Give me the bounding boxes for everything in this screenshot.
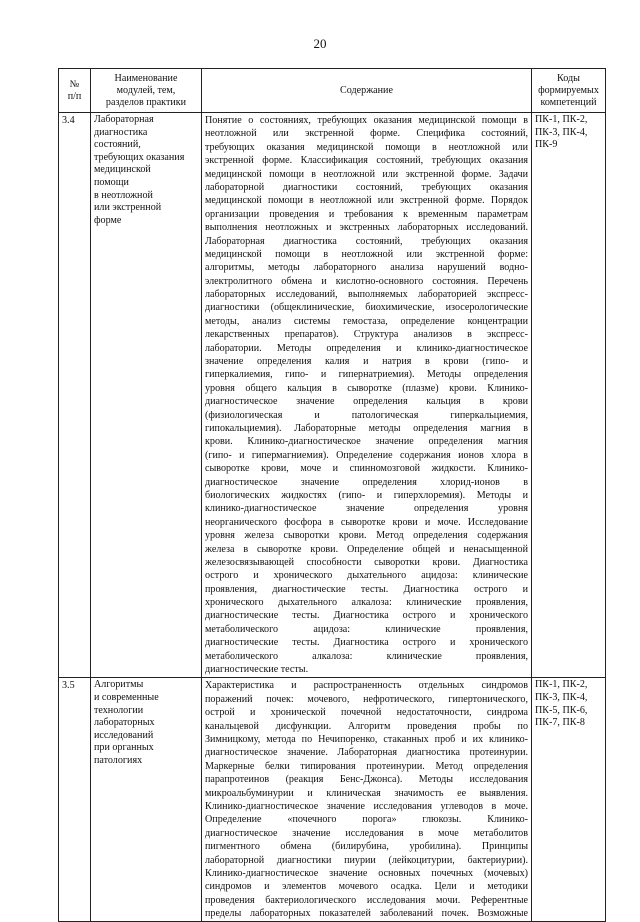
competency-code-line: ПК-5, ПК-6, (535, 704, 588, 716)
content-line: методы, анализ системы гемостаза, определение концентрации (205, 315, 528, 327)
content-line: лабораторных исследований, выполняемых лабораторией экспресс- (205, 289, 528, 301)
content-line: пределы лабораторных показателей заболеваний почек. Возможные (205, 908, 528, 920)
content-line: парапротеинов (реакция Бенс-Джонса). Методы исследования (205, 774, 528, 786)
module-name-line: лабораторных (94, 717, 155, 729)
competency-code-line: ПК-3, ПК-4, (535, 126, 588, 138)
content-line: Определение «почечного порога» глюкозы. Клинико- (205, 814, 528, 826)
content-line: Характеристика и распространенность отдельных синдромов (205, 680, 528, 692)
content-line: канальцевой дисфункции. Алгоритм проведения пробы по (205, 720, 528, 732)
header-codes-line: Коды (557, 72, 580, 84)
content-line: диагностическое значение. Лабораторная диагностика протеинурии. (205, 747, 528, 759)
competency-code-line: ПК-3, ПК-4, (535, 692, 588, 704)
content-line: диагностические тесты. Диагностика острого и хронического (205, 610, 528, 622)
competency-code-line: ПК-7, ПК-8 (535, 717, 585, 729)
content-line: лекарственных препаратов). Структура анализов в экспресс- (205, 329, 528, 341)
content-line: неотложной или экстренной форме. Специфика состояний, (205, 128, 528, 140)
module-name (91, 678, 202, 922)
header-codes (532, 69, 606, 113)
content-line: диагностическое значение определения кальция в крови (205, 396, 528, 408)
content-line: Зимницкому, метода по Нечипоренко, стаканных проб и их клинико- (205, 733, 528, 745)
content-line: Маркерные белки типирования протеинурии. Метод определения (205, 760, 528, 772)
content-line: железа в сыворотке крови. Определение общей и ненасыщенной (205, 543, 528, 555)
module-name-line: требующих оказания (94, 151, 185, 163)
content-line: диагностики (общеклинические, биохимические, изосерологические (205, 302, 528, 314)
content-line: острого и хронического дыхательного ацидоза: клинические (205, 570, 528, 582)
content-line: синдромов и элементов мочевого осадка. Цели и методики (205, 881, 528, 893)
content-line: клинико-диагностическое значение определения уровня (205, 503, 528, 515)
module-name-line: состояний, (94, 139, 141, 151)
content-line: (гипо- и гипермагниемия). Определение содержания ионов хлора в (205, 449, 528, 461)
content-line: Понятие о состояниях, требующих оказания медицинской помощи в (205, 115, 528, 126)
competency-codes (532, 678, 606, 922)
content-line: проявления, диагностические тесты. Диагностика острого и (205, 583, 528, 595)
header-num-line: № (69, 78, 80, 90)
content-line: острой и хронической почечной недостаточности, синдрома (205, 707, 528, 719)
content-line: поражений почек: мочевого, нефротического, гипертонического, (205, 693, 528, 705)
module-name-line: или экстренной (94, 202, 162, 214)
content-line: хронического дыхательного алкалоза: клинические проявления, (205, 597, 528, 609)
content-line: электролитного обмена и кислотно-основного состояния. Перечень (205, 275, 528, 287)
content-line: Клинико-диагностическое значение исследования углеводов в моче. (205, 800, 528, 812)
content-line: сыворотке крови, моче и спинномозговой жидкости. Клинико- (205, 463, 528, 475)
module-name-line: диагностика (94, 126, 148, 138)
program-table (58, 68, 606, 922)
content-line: медицинской помощи в неотложной или экстренной форме: (205, 248, 528, 260)
content-line: требующих оказания медицинской помощи в неотложной или (205, 141, 528, 153)
module-name-line: и современные (94, 692, 159, 704)
table-row (59, 678, 606, 922)
header-module-line: модулей, тем, (116, 84, 176, 96)
content-line: метаболического алкалоза: клинические проявления, (205, 650, 528, 662)
module-name-line: помощи (94, 176, 129, 188)
header-num (59, 69, 91, 113)
competency-code-line: ПК-1, ПК-2, (535, 114, 588, 125)
row-number: 3.5 (59, 678, 91, 922)
content-line: алгоритмы, методы лабораторного анализа нарушений водно- (205, 262, 528, 274)
content-line: неорганического фосфора в сыворотке крови и моче. Исследование (205, 516, 528, 528)
module-name-line: исследований (94, 729, 154, 741)
module-name-line: технологии (94, 704, 144, 716)
content-line: медицинской помощи в неотложной или экстренной форме. Порядок (205, 195, 528, 207)
table-row (59, 113, 606, 678)
header-codes-line: формируемых (538, 84, 599, 96)
content-text (202, 678, 532, 922)
module-name-line: медицинской (94, 164, 151, 176)
header-codes-line: компетенций (540, 96, 597, 108)
content-line: лабораторной диагностики пиурии (лейкоцитурии, бактериурии). (205, 854, 528, 866)
content-text (202, 113, 532, 678)
content-line: биологических жидкостях (гипо- и гиперхлоремия). Методы и (205, 489, 528, 501)
page-number: 20 (313, 36, 327, 51)
content-line: Клинико-диагностическое значение основных почечных (мочевых) (205, 867, 528, 879)
module-name-line: патологиях (94, 754, 143, 766)
content-line: медицинской помощи в неотложной или экстренной форме. Задачи (205, 168, 528, 180)
competency-code-line: ПК-1, ПК-2, (535, 679, 588, 691)
header-content: Содержание (202, 69, 532, 113)
module-name-line: Лабораторная (94, 114, 154, 125)
competency-codes (532, 113, 606, 678)
content-line: метаболического ацидоза: клинические проявления, (205, 623, 528, 635)
table-header-row (59, 69, 606, 113)
content-line: уровня общего кальция в сыворотке (плазме) крови. Клинико- (205, 382, 528, 394)
content-line: экстренной форме. Классификация состояний, требующих оказания (205, 155, 528, 167)
content-line: железосвязывающей способности сыворотки крови. Диагностика (205, 556, 528, 568)
module-name-line: при органных (94, 742, 154, 754)
header-num-line: п/п (67, 90, 82, 102)
module-name-line: Алгоритмы (94, 679, 144, 691)
content-line: значение определения калия и натрия в крови (гипо- и (205, 356, 528, 368)
content-line: крови. Клинико-диагностическое значение определения магния (205, 436, 528, 448)
content-line: уровня железа сыворотки крови. Метод определения содержания (205, 530, 528, 542)
content-line: организации проведения и требования к временным параметрам (205, 208, 528, 220)
module-name (91, 113, 202, 678)
module-name-line: в неотложной (94, 189, 153, 201)
content-line: (физиологическая и патологическая гиперкальциемия, (205, 409, 528, 421)
content-line: Лабораторная диагностика состояний, требующих оказания (205, 235, 528, 247)
content-line: диагностическое значение исследования в моче метаболитов (205, 827, 528, 839)
content-line: лаборатории. Методы определения и клинико-диагностическое (205, 342, 528, 354)
content-line: диагностическое значение определения хлорид-ионов в (205, 476, 528, 488)
content-line: гиперкалиемия, гипо- и гипернатриемия). Методы определения (205, 369, 528, 381)
content-line: диагностические тесты. (205, 664, 309, 676)
content-line: гипокальциемия). Лабораторные методы определения магния в (205, 422, 528, 434)
competency-code-line: ПК-9 (535, 139, 558, 151)
content-line: диагностические тесты. Диагностика острого и хронического (205, 637, 528, 649)
header-module (91, 69, 202, 113)
content-line: проведения бактериологического исследования мочи. Референтные (205, 894, 528, 906)
content-line: лабораторной диагностики состояний, требующих оказания (205, 181, 528, 193)
header-module-line: Наименование (114, 72, 178, 84)
header-module-line: разделов практики (105, 96, 187, 108)
content-line: микроальбуминурии и клиническая значимость ее выявления. (205, 787, 528, 799)
content-line: пигментного обмена (билирубина, уробилина). Принципы (205, 841, 528, 853)
row-number: 3.4 (59, 113, 91, 678)
module-name-line: форме (94, 214, 122, 226)
content-line: выполнения неотложных и экстренных лабораторных исследований. (205, 222, 528, 234)
